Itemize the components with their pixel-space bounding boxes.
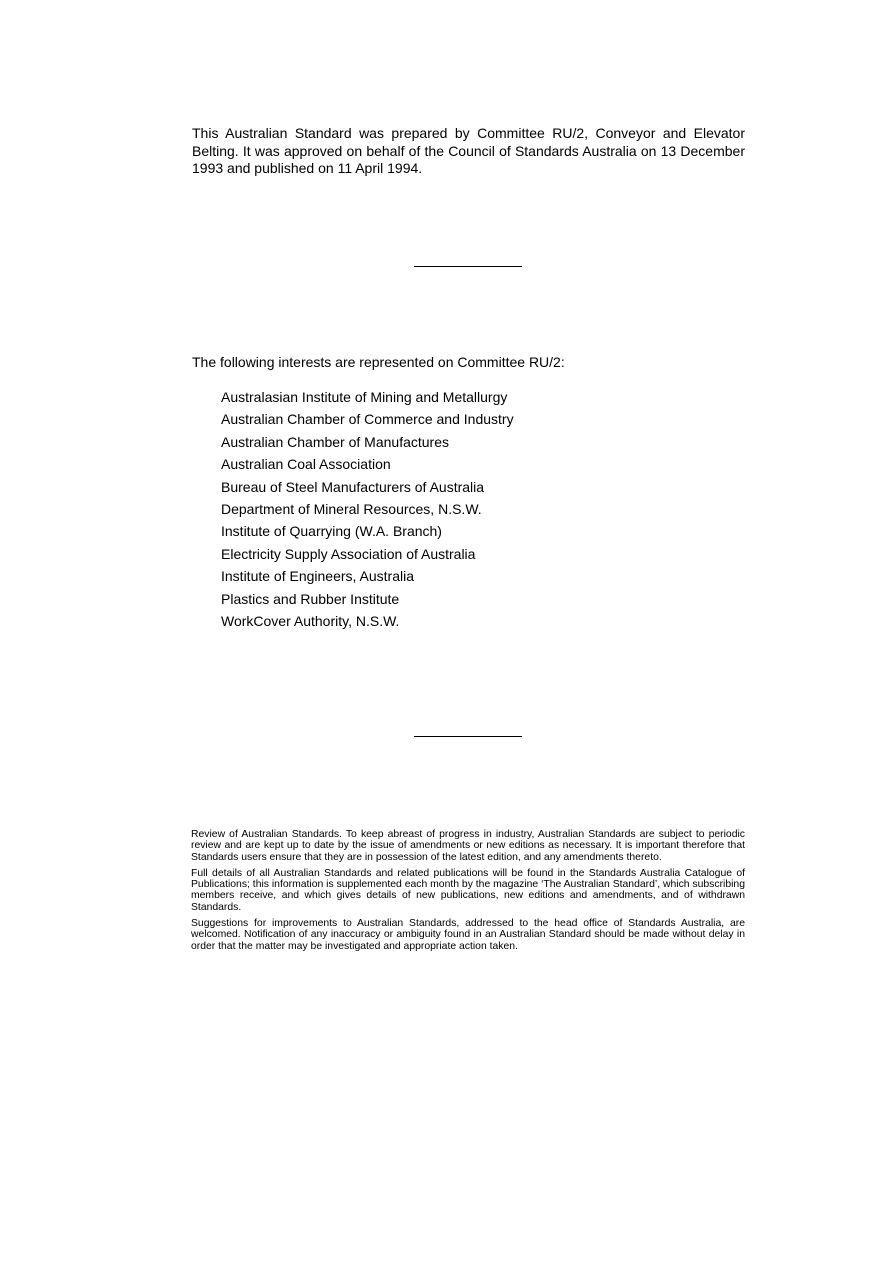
committee-interests-list — [221, 386, 514, 632]
section-divider-top — [414, 266, 522, 267]
list-item: Plastics and Rubber Institute — [221, 590, 400, 607]
preparation-statement: This Australian Standard was prepared by Committee RU/2, Conveyor and Elevator Belting. It was approved on behalf of the Council of Standards Australia on 13 December 1993 and published on 11 April 1994. — [192, 125, 745, 176]
catalogue-note: Full details of all Australian Standards and related publications will be found in the Standards Australia Catalogue of Publications; this information is supplemented each month by the magazine ‘The Australian Standard’, which subscribing members receive, and which gives details of new publications, new editions and amendments, and of withdrawn Standards. — [191, 867, 745, 913]
suggestions-note: Suggestions for improvements to Australian Standards, addressed to the head office of Standards Australia, are welcomed. Notification of any inaccuracy or ambiguity found in an Australian Standard should be made without delay in order that the matter may be investigated and appropriate action taken. — [191, 918, 745, 952]
list-item: Institute of Engineers, Australia — [221, 568, 414, 585]
list-item: Australian Coal Association — [221, 456, 391, 473]
list-item: WorkCover Authority, N.S.W. — [221, 612, 400, 629]
committee-intro: The following interests are represented on Committee RU/2: — [192, 354, 565, 370]
list-item: Australasian Institute of Mining and Metallurgy — [221, 389, 508, 405]
review-note: Review of Australian Standards. To keep abreast of progress in industry, Australian Standards are subject to periodic review and are kept up to date by the issue of amendments or new editions as necessary. It is important therefore that Standards users ensure that they are in possession of the latest edition, and any amendments thereto. — [191, 829, 745, 863]
list-item: Australian Chamber of Manufactures — [221, 433, 449, 450]
list-item: Institute of Quarrying (W.A. Branch) — [221, 523, 442, 540]
section-divider-bottom — [414, 736, 522, 737]
list-item: Bureau of Steel Manufacturers of Australia — [221, 478, 485, 495]
standards-notes — [191, 829, 745, 957]
list-item: Electricity Supply Association of Australia — [221, 545, 476, 562]
list-item: Department of Mineral Resources, N.S.W. — [221, 500, 482, 517]
list-item: Australian Chamber of Commerce and Industry — [221, 411, 514, 428]
